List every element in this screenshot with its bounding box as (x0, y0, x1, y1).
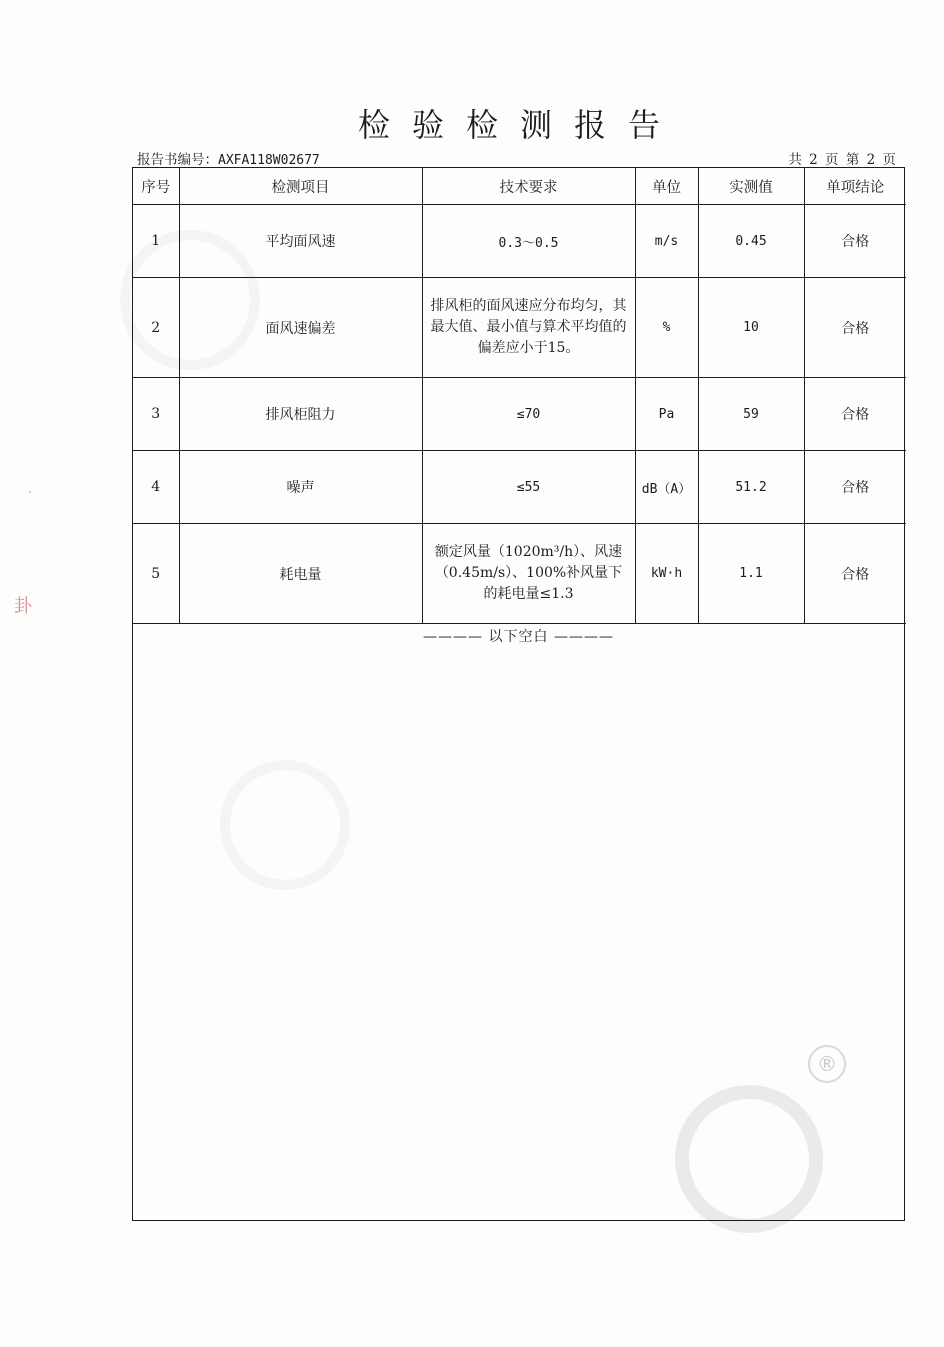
cell-item: 噪声 (179, 451, 422, 524)
cell-unit: Pa (635, 378, 698, 451)
red-stamp-fragment-icon: 卦 (14, 596, 32, 617)
cell-result: 合格 (804, 451, 906, 524)
cell-value: 10 (698, 278, 804, 378)
cell-value: 51.2 (698, 451, 804, 524)
cell-result: 合格 (804, 278, 906, 378)
cell-result: 合格 (804, 524, 906, 624)
report-number-value: AXFA118W02677 (218, 153, 320, 168)
cell-value: 0.45 (698, 205, 804, 278)
table-row (133, 278, 906, 378)
cell-value: 1.1 (698, 524, 804, 624)
report-number (137, 148, 320, 168)
col-header-requirement: 技术要求 (422, 168, 635, 205)
table-row (133, 451, 906, 524)
registered-mark-icon: ® (808, 1045, 846, 1083)
cell-requirement: ≤55 (422, 451, 635, 524)
cell-requirement: 0.3～0.5 (422, 205, 635, 278)
cell-item: 耗电量 (179, 524, 422, 624)
report-number-label: 报告书编号： (137, 152, 218, 168)
red-stamp-fragment-icon: · (28, 485, 32, 499)
cell-value: 59 (698, 378, 804, 451)
table-header-row (133, 168, 906, 205)
cell-result: 合格 (804, 205, 906, 278)
cell-unit: % (635, 278, 698, 378)
cell-unit: kW·h (635, 524, 698, 624)
col-header-value: 实测值 (698, 168, 804, 205)
table-row (133, 524, 906, 624)
cell-item: 平均面风速 (179, 205, 422, 278)
col-header-no: 序号 (133, 168, 179, 205)
col-header-result: 单项结论 (804, 168, 906, 205)
cell-unit: m/s (635, 205, 698, 278)
cell-no: 5 (133, 524, 179, 624)
cell-item: 面风速偏差 (179, 278, 422, 378)
cell-no: 3 (133, 378, 179, 451)
cell-no: 1 (133, 205, 179, 278)
cell-result: 合格 (804, 378, 906, 451)
results-table (133, 168, 906, 624)
col-header-item: 检测项目 (179, 168, 422, 205)
cell-no: 2 (133, 278, 179, 378)
results-sheet (132, 167, 905, 1221)
cell-requirement: ≤70 (422, 378, 635, 451)
blank-below-note: ———— 以下空白 ———— (423, 629, 614, 645)
document-title: 检验检测报告 (357, 106, 682, 144)
table-row (133, 378, 906, 451)
cell-requirement: 排风柜的面风速应分布均匀，其最大值、最小值与算术平均值的偏差应小于15。 (422, 278, 635, 378)
cell-no: 4 (133, 451, 179, 524)
table-row (133, 205, 906, 278)
cell-unit: dB（A） (635, 451, 698, 524)
col-header-unit: 单位 (635, 168, 698, 205)
cell-requirement: 额定风量（1020m³/h）、风速（0.45m/s）、100%补风量下的耗电量≤1.3 (422, 524, 635, 624)
cell-item: 排风柜阻力 (179, 378, 422, 451)
page-info: 共 2 页 第 2 页 (788, 152, 896, 168)
